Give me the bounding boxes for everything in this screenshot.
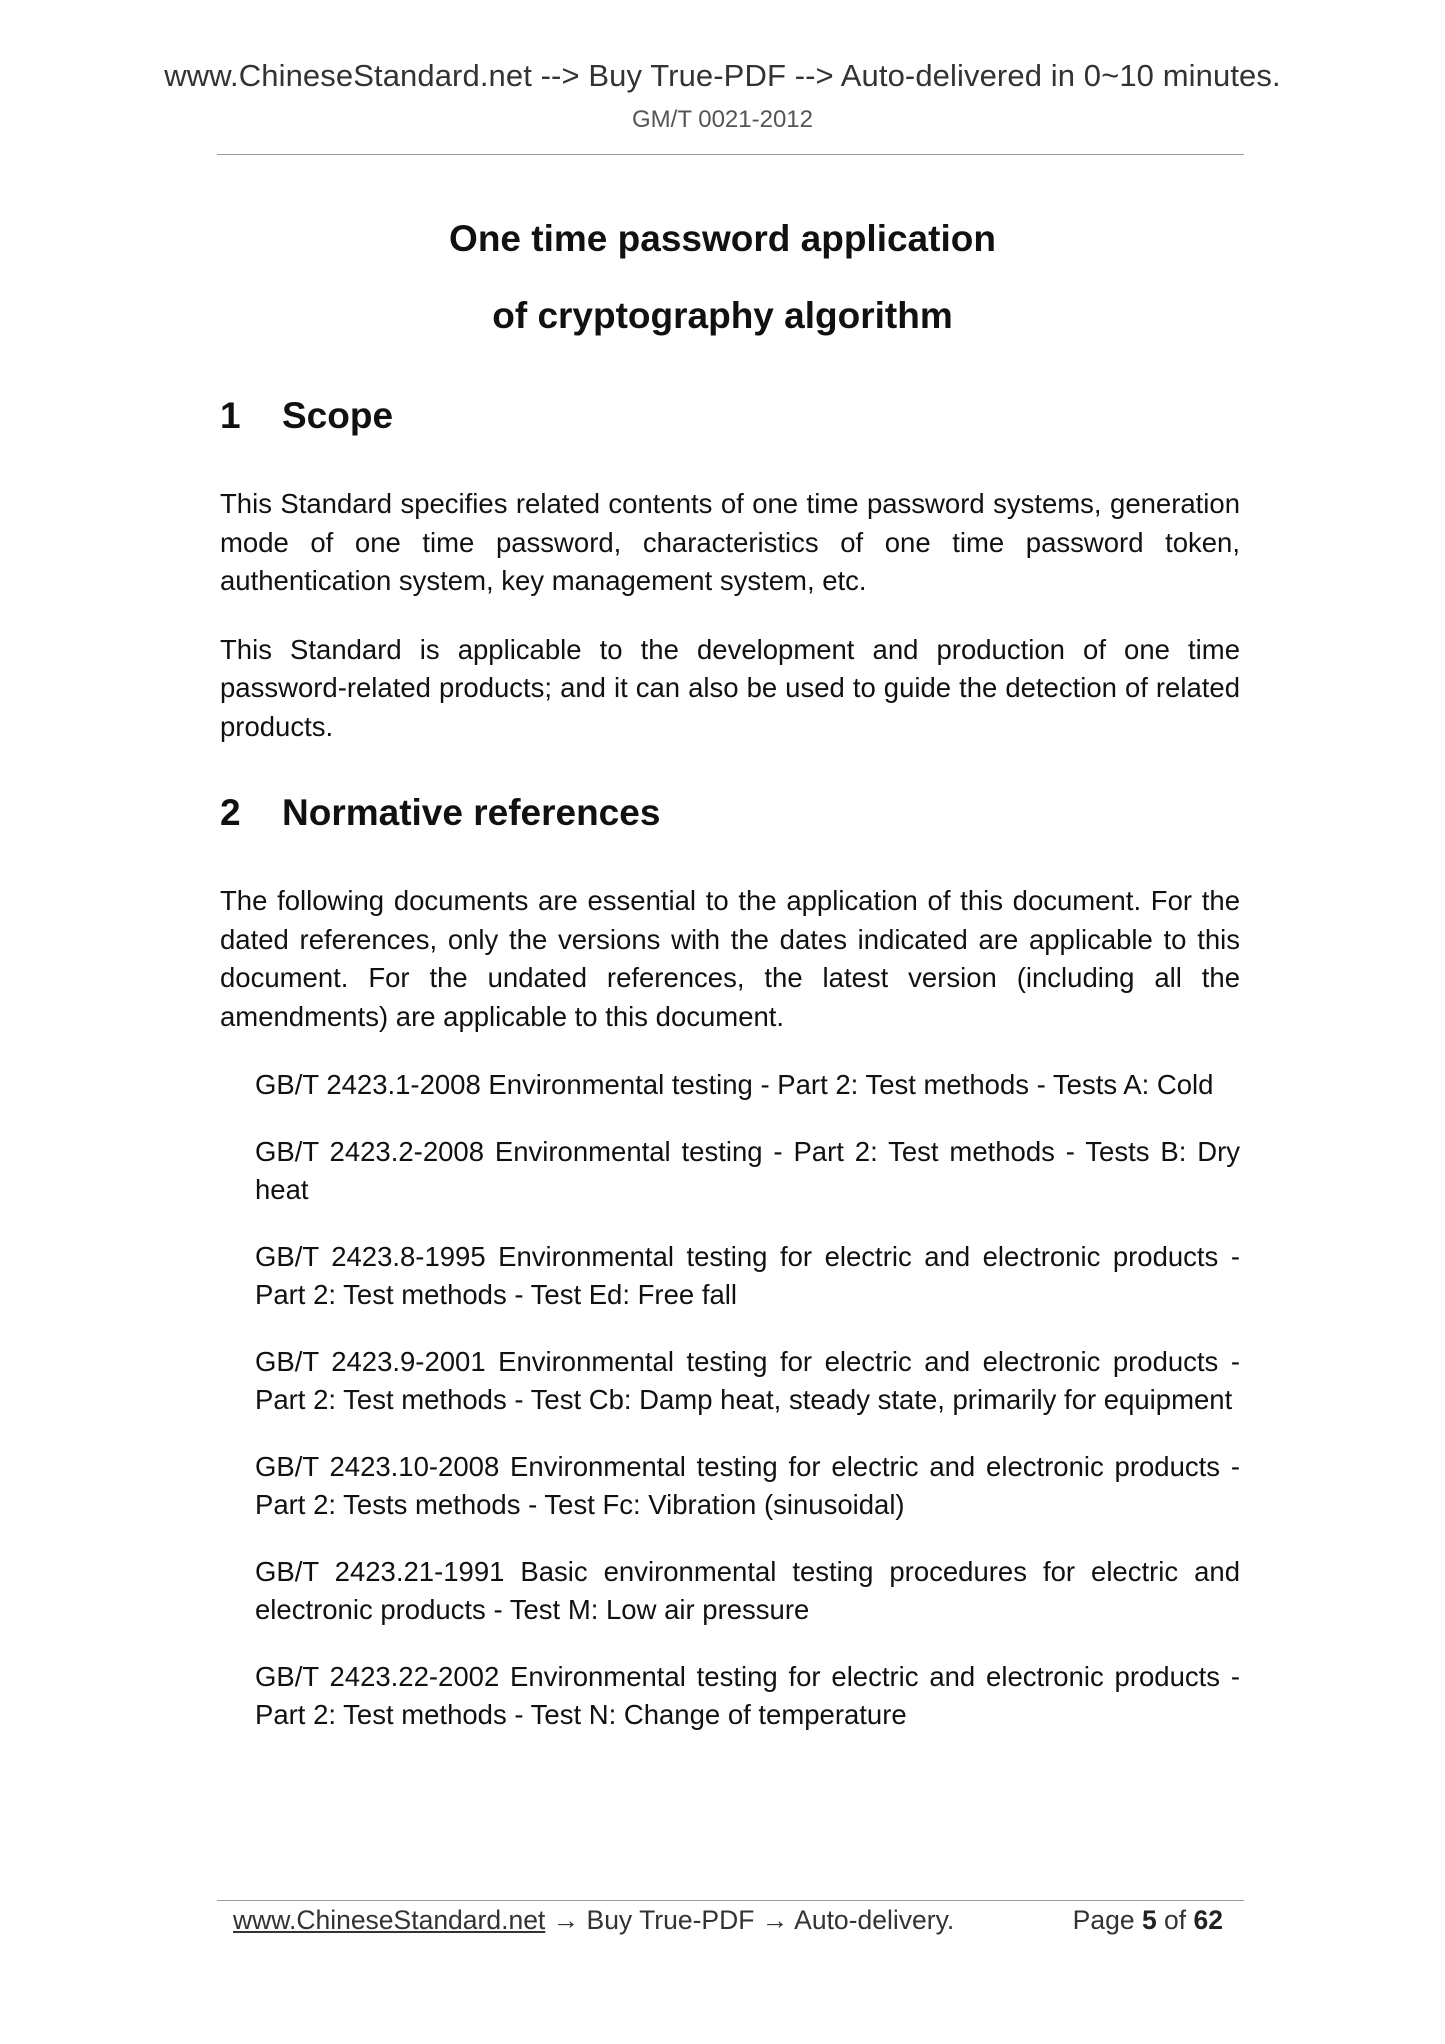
current-page: 5 xyxy=(1141,1905,1157,1935)
footer-website-link[interactable]: www.ChineseStandard.net xyxy=(233,1905,546,1935)
footer-left xyxy=(233,1905,954,1936)
normative-intro: The following documents are essential to the application of this document. For the dated references, only the versions with the dates indicated are applicable to this document. For the undated references, the latest version (including all the amendments) are applicable to this document. xyxy=(220,885,1240,1032)
section-number: 1 xyxy=(220,395,241,436)
footer-divider xyxy=(217,1900,1244,1901)
footer-tagline: → Buy True-PDF → Auto-delivery. xyxy=(545,1905,955,1935)
total-pages: 62 xyxy=(1193,1905,1223,1935)
reference-item: GB/T 2423.8-1995 Environmental testing for electric and electronic products - Part 2: Test methods - Test Ed: Free fall xyxy=(255,1240,1240,1310)
scope-paragraph: This Standard specifies related contents of one time password systems, generation mode of one time password, characteristics of one time password token, authentication system, key management system, etc. xyxy=(220,488,1240,596)
standard-code: GM/T 0021-2012 xyxy=(632,106,813,133)
section-title: Normative references xyxy=(282,792,661,833)
scope-paragraph: This Standard is applicable to the development and production of one time password-related products; and it can also be used to guide the detection of related products. xyxy=(220,633,1240,742)
reference-item: GB/T 2423.9-2001 Environmental testing for electric and electronic products - Part 2: Test methods - Test Cb: Damp heat, steady state, primarily for equipment xyxy=(255,1345,1240,1415)
page-number: Page 5 of 62 xyxy=(1072,1905,1223,1935)
header-banner: www.ChineseStandard.net --> Buy True-PDF --> Auto-delivered in 0~10 minutes. xyxy=(164,58,1281,93)
page-footer xyxy=(233,1905,1223,1936)
document-title-line2: of cryptography algorithm xyxy=(492,295,953,336)
section-title: Scope xyxy=(282,395,394,436)
reference-item: GB/T 2423.10-2008 Environmental testing for electric and electronic products - Part 2: Tests methods - Test Fc: Vibration (sinusoidal) xyxy=(255,1450,1240,1520)
header-divider xyxy=(217,154,1244,155)
document-title-line1: One time password application xyxy=(449,218,996,259)
section-heading-normative-references xyxy=(220,792,1240,834)
section-number: 2 xyxy=(220,792,241,833)
document-body xyxy=(220,395,1240,1735)
reference-item: GB/T 2423.1-2008 Environmental testing - Part 2: Test methods - Tests A: Cold xyxy=(255,1069,1214,1100)
section-heading-scope xyxy=(220,395,1240,437)
reference-item: GB/T 2423.21-1991 Basic environmental testing procedures for electric and electronic products - Test M: Low air pressure xyxy=(255,1555,1240,1625)
reference-item: GB/T 2423.22-2002 Environmental testing for electric and electronic products - Part 2: Test methods - Test N: Change of temperature xyxy=(255,1660,1240,1730)
reference-item: GB/T 2423.2-2008 Environmental testing - Part 2: Test methods - Tests B: Dry heat xyxy=(255,1135,1240,1205)
